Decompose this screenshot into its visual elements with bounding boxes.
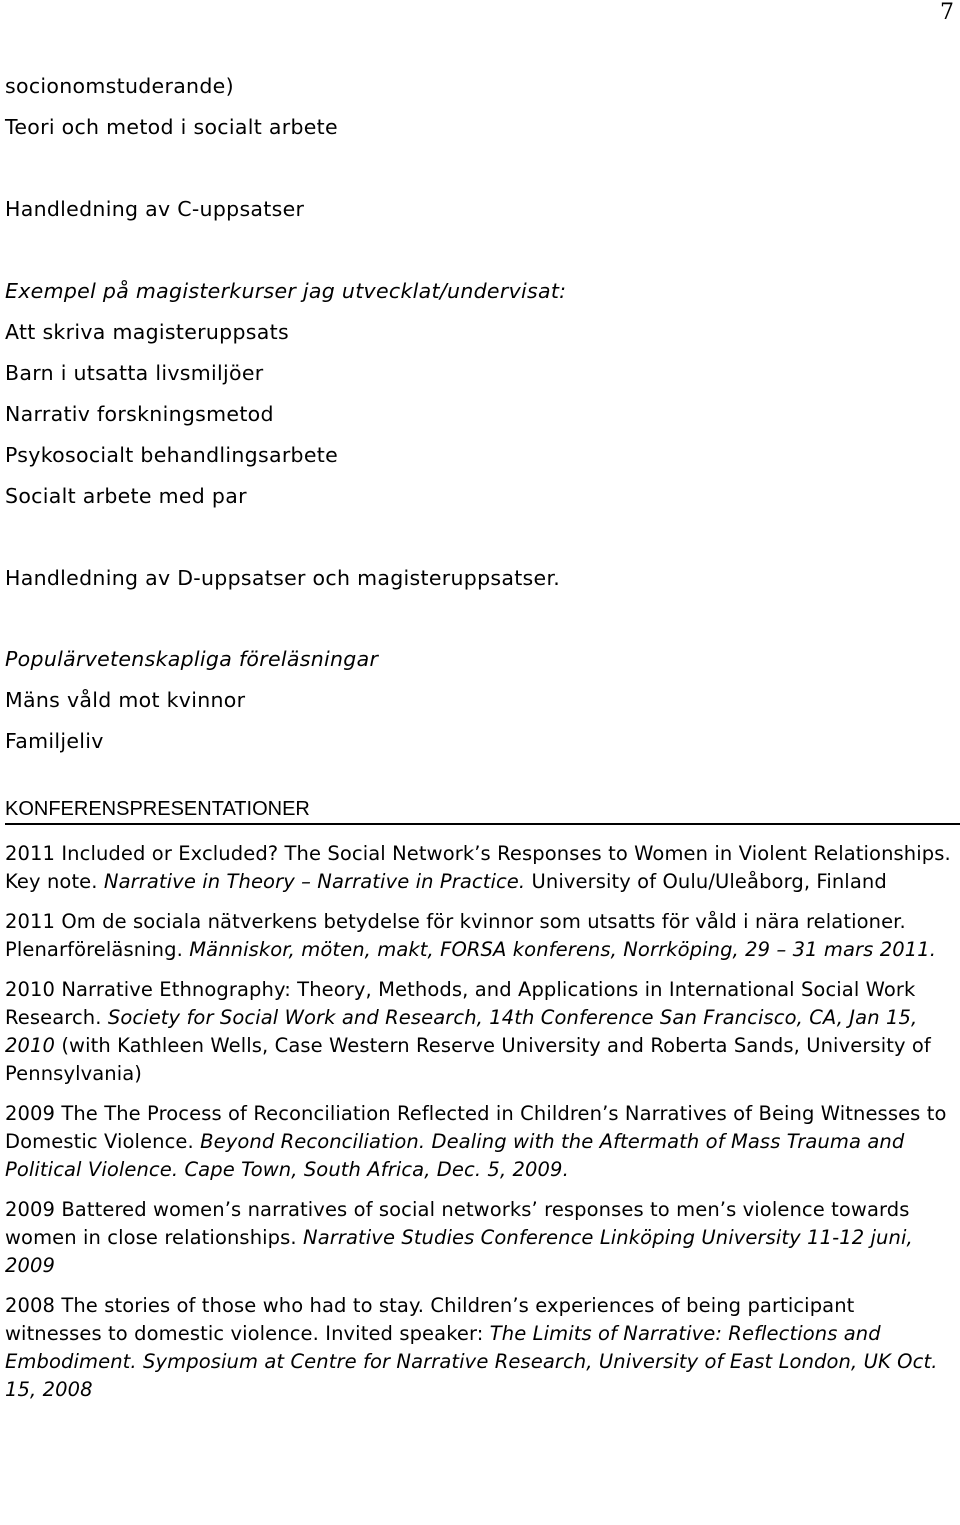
- conference-entry: 2011 Om de sociala nätverkens betydelse för kvinnor som utsatts för våld i nära relationer. Plenarföreläsning. Människor, möten, makt, FORSA konferens, Norrköping, 29 – 31 mars 2011.: [5, 910, 937, 961]
- course-item: Socialt arbete med par: [5, 484, 247, 508]
- course-item: Att skriva magisteruppsats: [5, 320, 289, 344]
- conference-entry: 2010 Narrative Ethnography: Theory, Methods, and Applications in International Social Work Research. Society for Social Work and Research, 14th Conference San Francisco, CA, Jan 15, 2010 (with Kathleen Wells, Case Western Reserve University and Roberta Sands, University of Pennsylvania): [5, 978, 931, 1085]
- document-body: [5, 66, 955, 1416]
- conference-list: [5, 840, 955, 1404]
- conference-entry: 2008 The stories of those who had to stay. Children’s experiences of being participant witnesses to domestic violence. Invited speaker: The Limits of Narrative: Reflections and Embodiment. Symposium at Centre for Narrative Research, University of East London, UK Oct. 15, 2008: [5, 1294, 938, 1401]
- masters-heading: Exempel på magisterkurser jag utvecklat/undervisat:: [5, 279, 567, 303]
- popular-heading: Populärvetenskapliga föreläsningar: [5, 647, 379, 671]
- text-line: Teori och metod i socialt arbete: [5, 115, 338, 139]
- lecture-item: Familjeliv: [5, 729, 104, 753]
- section-heading: KONFERENSPRESENTATIONER: [5, 796, 960, 825]
- text-line: Handledning av D-uppsatser och magisteruppsatser.: [5, 566, 561, 590]
- lecture-item: Mäns våld mot kvinnor: [5, 688, 246, 712]
- conference-entry: 2011 Included or Excluded? The Social Network’s Responses to Women in Violent Relationships. Key note. Narrative in Theory – Narrative in Practice. University of Oulu/Uleåborg, Finland: [5, 842, 951, 893]
- course-item: Psykosocialt behandlingsarbete: [5, 443, 339, 467]
- course-item: Barn i utsatta livsmiljöer: [5, 361, 264, 385]
- conference-entry: 2009 Battered women’s narratives of social networks’ responses to men’s violence towards women in close relationships. Narrative Studies Conference Linköping University 11-12 juni, 2009: [5, 1198, 913, 1277]
- text-line: socionomstuderande): [5, 74, 234, 98]
- course-item: Narrativ forskningsmetod: [5, 402, 274, 426]
- page-number: 7: [940, 0, 954, 25]
- conference-entry: 2009 The The Process of Reconciliation Reflected in Children’s Narratives of Being Witnesses to Domestic Violence. Beyond Reconciliation. Dealing with the Aftermath of Mass Trauma and Political Violence. Cape Town, South Africa, Dec. 5, 2009.: [5, 1102, 947, 1181]
- text-line: Handledning av C-uppsatser: [5, 197, 305, 221]
